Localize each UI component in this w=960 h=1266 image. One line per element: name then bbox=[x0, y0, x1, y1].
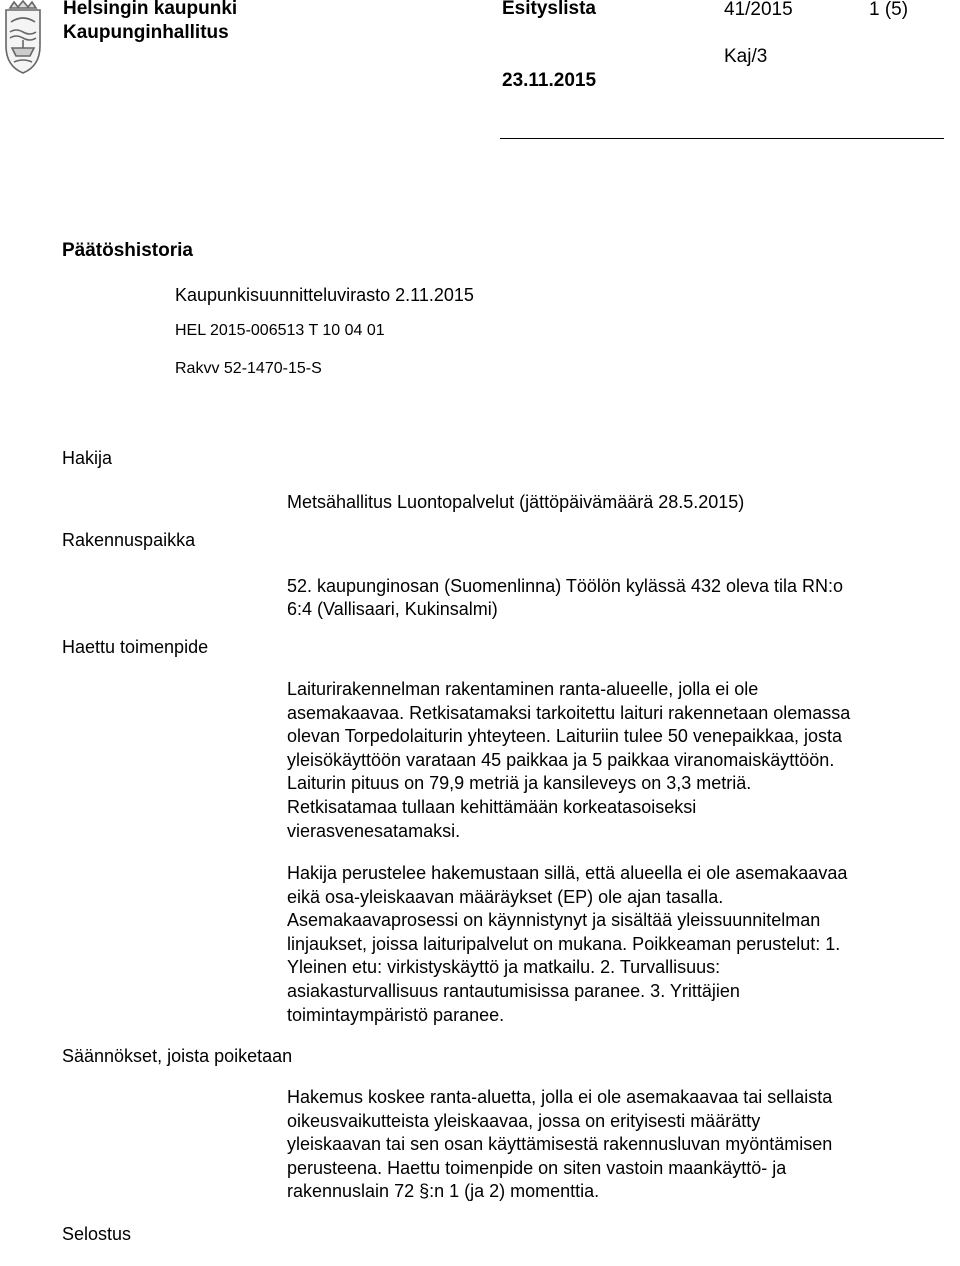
action-description bbox=[287, 678, 942, 843]
text-line: perusteena. Haettu toimenpide on siten vastoin maankäyttö- ja bbox=[287, 1157, 787, 1178]
page-number: 1 (5) bbox=[869, 0, 909, 20]
text-line: olevan Torpedolaiturin yhteyteen. Laituriin tulee 50 venepaikkaa, josta bbox=[287, 726, 843, 747]
text-line: yleiskaavan tai sen osan käyttämisestä rakennusluvan myöntämisen bbox=[287, 1134, 833, 1155]
text-line: rakennuslain 72 §:n 1 (ja 2) momenttia. bbox=[287, 1181, 600, 1202]
applicant-label: Hakija bbox=[62, 448, 113, 468]
text-line: Hakemus koskee ranta-aluetta, jolla ei ole asemakaavaa tai sellaista bbox=[287, 1087, 833, 1107]
history-ref-1: HEL 2015-006513 T 10 04 01 bbox=[175, 322, 385, 339]
history-source: Kaupunkisuunnitteluvirasto 2.11.2015 bbox=[175, 285, 474, 305]
meeting-number: 41/2015 bbox=[724, 0, 793, 20]
text-line: yleisökäyttöön varataan 45 paikkaa ja 5 paikkaa viranomaiskäyttöön. bbox=[287, 749, 835, 770]
history-ref-2: Rakvv 52-1470-15-S bbox=[175, 360, 322, 377]
org-unit: Kaupunginhallitus bbox=[63, 22, 229, 43]
text-line: Laiturirakennelman rakentaminen ranta-alueelle, jolla ei ole bbox=[287, 679, 759, 699]
justification-paragraph bbox=[287, 862, 942, 1027]
rules-paragraph bbox=[287, 1086, 942, 1204]
header-divider bbox=[500, 138, 944, 139]
text-line: vierasvenesatamaksi. bbox=[287, 820, 461, 841]
section-code: Kaj/3 bbox=[724, 46, 768, 67]
history-title: Päätöshistoria bbox=[62, 240, 193, 261]
site-label: Rakennuspaikka bbox=[62, 530, 196, 550]
action-label: Haettu toimenpide bbox=[62, 637, 209, 657]
text-line: eikä osa-yleiskaavan määräykset (EP) ole ajan tasalla. bbox=[287, 886, 724, 907]
explanation-label: Selostus bbox=[62, 1224, 132, 1244]
org-name: Helsingin kaupunki bbox=[63, 0, 238, 19]
text-line: Asemakaavaprosessi on käynnistynyt ja sisältää yleissuunnitelman bbox=[287, 910, 821, 931]
text-line: Hakija perustelee hakemustaan sillä, että alueella ei ole asemakaavaa bbox=[287, 863, 848, 883]
site-line-1: 52. kaupunginosan (Suomenlinna) Töölön kylässä 432 oleva tila RN:o bbox=[287, 576, 844, 596]
rules-label: Säännökset, joista poiketaan bbox=[62, 1046, 293, 1066]
text-line: linjaukset, joissa laituripalvelut on mukana. Poikkeaman perustelut: 1. bbox=[287, 933, 841, 954]
text-line: toimintaympäristö paranee. bbox=[287, 1004, 505, 1025]
helsinki-crest-icon bbox=[0, 0, 46, 76]
text-line: asiakasturvallisuus rantautumisissa paranee. 3. Yrittäjien bbox=[287, 980, 740, 1001]
text-line: asemakaavaa. Retkisatamaksi tarkoitettu laituri rakennetaan olemassa bbox=[287, 702, 851, 723]
text-line: oikeusvaikutteista yleiskaavaa, jossa on erityisesti määrätty bbox=[287, 1110, 761, 1131]
meeting-date: 23.11.2015 bbox=[502, 70, 597, 91]
text-line: Laiturin pituus on 79,9 metriä ja kansileveys on 3,3 metriä. bbox=[287, 773, 752, 794]
applicant-value: Metsähallitus Luontopalvelut (jättöpäivämäärä 28.5.2015) bbox=[287, 492, 745, 512]
doc-type: Esityslista bbox=[502, 0, 596, 19]
text-line: Yleinen etu: virkistyskäyttö ja matkailu. 2. Turvallisuus: bbox=[287, 957, 721, 978]
site-line-2: 6:4 (Vallisaari, Kukinsalmi) bbox=[287, 599, 498, 619]
text-line: Retkisatamaa tullaan kehittämään korkeatasoiseksi bbox=[287, 796, 697, 817]
